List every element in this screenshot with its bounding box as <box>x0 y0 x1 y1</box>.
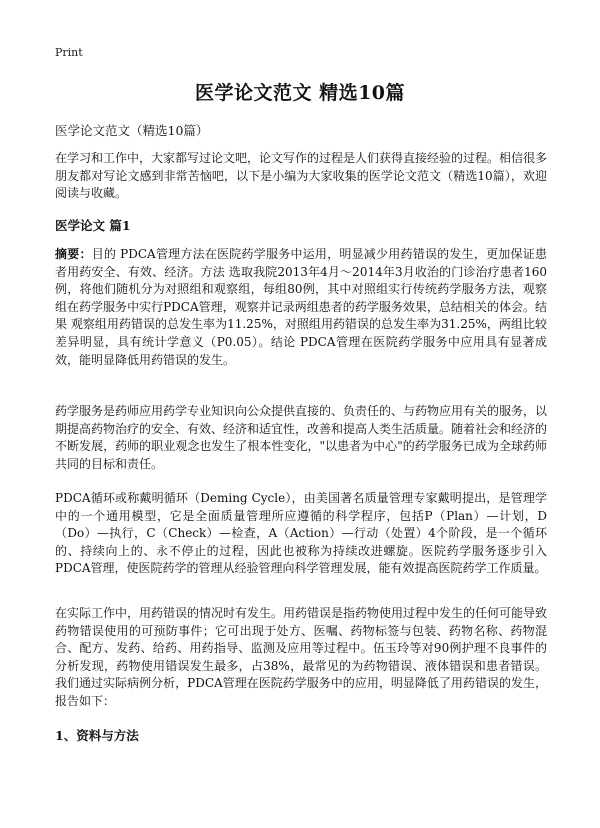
abstract-text: 目的 PDCA管理方法在医院药学服务中运用，明显减少用药错误的发生，更加保证患者用药安全、有效、经济。方法 选取我院2013年4月～2014年3月收治的门诊治疗患者160例，将他们随机分为对照组和观察组，每组80例，其中对照组实行传统药学服务方法，观察组在药学服务中实行PDCA管理，观察并记录两组患者的药学服务效果，总结相关的体会。结果 观察组用药错误的总发生率为11.25%，对照组用药错误的总发生率为31.25%，两组比较差异明显，具有统计学意义（P0.05）。结论 PDCA管理在医院药学服务中应用具有显著成效，能明显降低用药错误的发生。 <box>55 247 547 367</box>
abstract-label: 摘要： <box>55 247 92 261</box>
intro-paragraph: 在学习和工作中，大家都写过论文吧，论文写作的过程是人们获得直接经验的过程。相信很多朋友都对写论文感到非常苦恼吧，以下是小编为大家收集的医学论文范文（精选10篇），欢迎阅读与收藏。 <box>55 151 548 201</box>
page-title: 医学论文范文 精选10篇 <box>194 82 406 104</box>
body-paragraph-2: 药学服务是药师应用药学专业知识向公众提供直接的、负责任的、与药物应用有关的服务，以期提高药物治疗的安全、有效、经济和适宜性，改善和提高人类生活质量。随着社会和经济的不断发展，药师的职业观念也发生了根本性变化，"以患者为中心"的药学服务已成为全球药师共同的目标和责任。 <box>55 404 548 471</box>
section2-heading: 1、资料与方法 <box>55 728 139 743</box>
body-paragraph-4: 在实际工作中，用药错误的情况时有发生。用药错误是指药物使用过程中发生的任何可能导致药物错误使用的可预防事件；它可出现于处方、医嘱、药物标签与包装、药物名称、药物混合、配方、发药、给药、用药指导、监测及应用等过程中。伍玉玲等对90例护理不良事件的分析发现，药物使用错误发生最多，占38%，最常见的为药物错误、液体错误和患者错误。我们通过实际病例分析，PDCA管理在医院药学服务中的应用，明显降低了用药错误的发生，报告如下： <box>55 606 548 708</box>
abstract-paragraph <box>55 246 547 369</box>
body-paragraph-3: PDCA循环或称戴明循环（Deming Cycle），由美国著名质量管理专家戴明提出，是管理学中的一个通用模型，它是全面质量管理所应遵循的科学程序，包括P（Plan）—计划，D（Do）—执行，C（Check）—检查，A（Action）—行动（处置）4个阶段，是一个循环的、持续向上的、永不停止的过程，因此也被称为持续改进螺旋。医院药学服务逐步引入PDCA管理，使医院药学的管理从经验管理向科学管理发展，能有效提高医院药学工作质量。 <box>55 491 547 576</box>
print-label[interactable]: Print <box>55 46 83 59</box>
section1-heading: 医学论文 篇1 <box>55 218 131 233</box>
document-subtitle: 医学论文范文（精选10篇） <box>55 123 209 138</box>
